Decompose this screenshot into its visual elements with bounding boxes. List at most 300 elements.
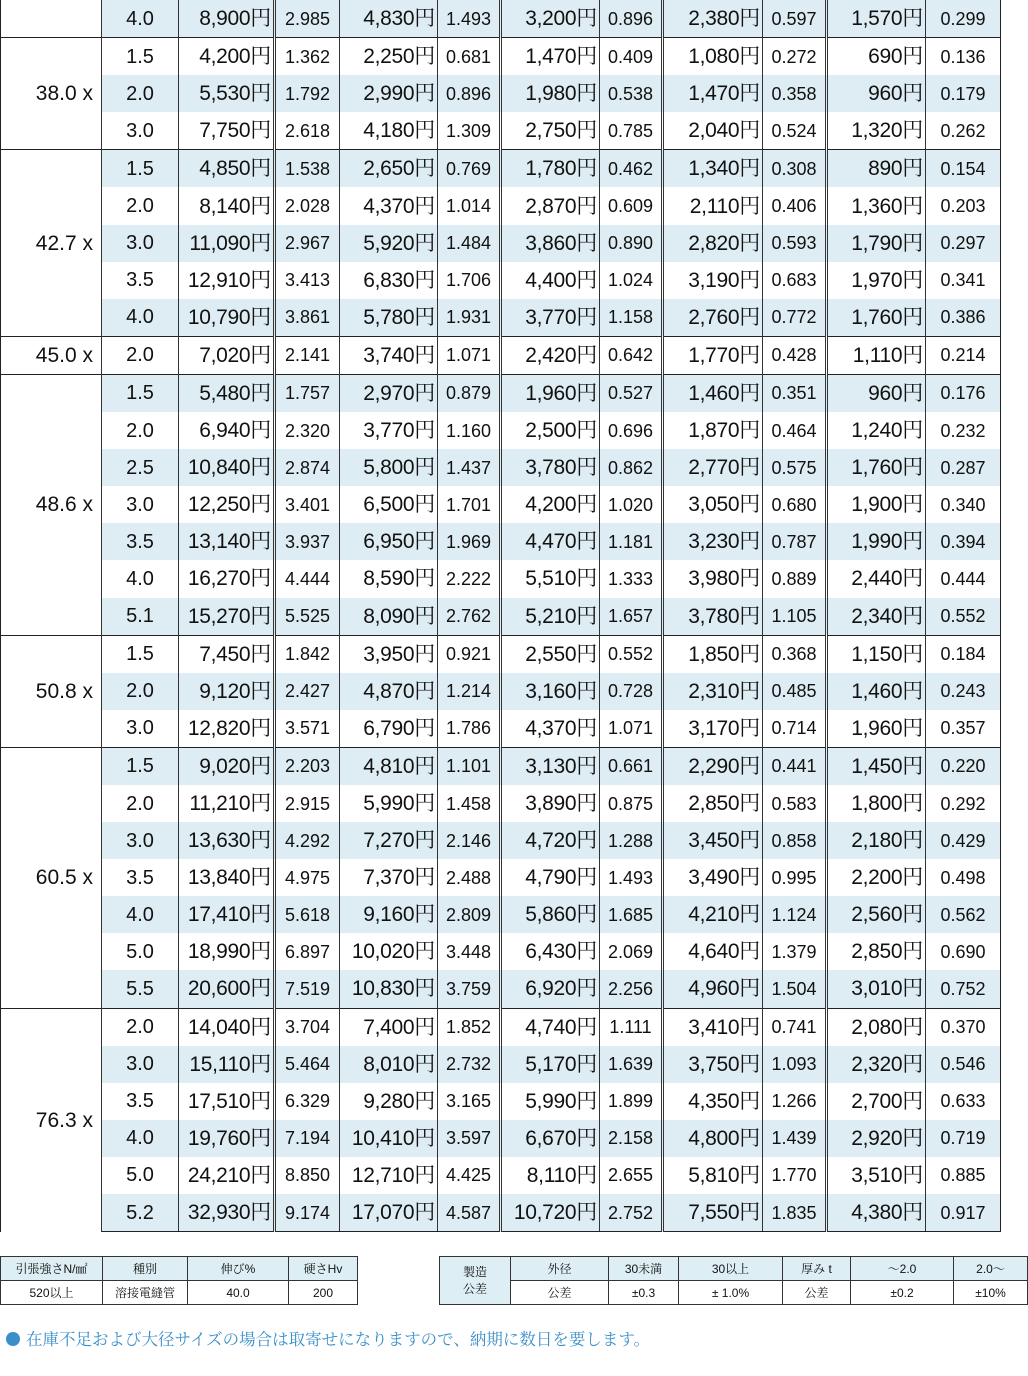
thickness-cell: 5.1 (102, 598, 179, 636)
price-5-cell: 1,760円 (827, 449, 926, 486)
thickness-cell: 2.0 (102, 336, 179, 374)
price-3-cell: 6,430円 (501, 933, 600, 970)
price-4-cell: 1,870円 (663, 412, 763, 449)
thickness-cell: 3.5 (102, 1083, 179, 1120)
outer-diameter-cell: 76.3 x (1, 1008, 102, 1232)
table-row (1, 374, 1001, 412)
weight-2-cell: 1.071 (438, 336, 501, 374)
weight-3-cell: 0.785 (600, 112, 663, 150)
weight-1-cell: 2.618 (275, 112, 340, 150)
weight-2-cell: 0.896 (438, 75, 501, 112)
price-1-cell: 9,020円 (179, 747, 275, 785)
weight-3-cell: 1.333 (600, 560, 663, 597)
weight-1-cell: 4.444 (275, 560, 340, 597)
thickness-cell: 4.0 (102, 896, 179, 933)
weight-5-cell: 0.297 (926, 225, 1001, 262)
weight-1-cell: 6.897 (275, 933, 340, 970)
table-row (1, 1008, 1001, 1046)
table-row (1, 225, 1001, 262)
price-1-cell: 7,750円 (179, 112, 275, 150)
table-row (1, 1120, 1001, 1157)
weight-5-cell: 0.394 (926, 523, 1001, 560)
weight-3-cell: 1.024 (600, 262, 663, 299)
price-5-cell: 1,570円 (827, 0, 926, 38)
price-1-cell: 20,600円 (179, 970, 275, 1008)
price-2-cell: 3,950円 (340, 635, 438, 673)
weight-2-cell: 1.160 (438, 412, 501, 449)
weight-4-cell: 0.575 (763, 449, 827, 486)
thickness-cell: 1.5 (102, 150, 179, 188)
weight-5-cell: 0.429 (926, 822, 1001, 859)
price-4-cell: 3,230円 (663, 523, 763, 560)
price-2-cell: 10,830円 (340, 970, 438, 1008)
price-3-cell: 5,170円 (501, 1046, 600, 1083)
mfg-label-line2: 公差 (462, 1281, 487, 1296)
price-5-cell: 1,800円 (827, 785, 926, 822)
thickness-cell: 2.0 (102, 1008, 179, 1046)
price-4-cell: 1,460円 (663, 374, 763, 412)
weight-5-cell: 0.370 (926, 1008, 1001, 1046)
weight-5-cell: 0.292 (926, 785, 1001, 822)
weight-2-cell: 1.214 (438, 673, 501, 710)
weight-1-cell: 2.320 (275, 412, 340, 449)
table-row (1, 970, 1001, 1008)
weight-4-cell: 0.683 (763, 262, 827, 299)
price-3-cell: 2,870円 (501, 187, 600, 224)
price-5-cell: 2,180円 (827, 822, 926, 859)
spec-value-type: 溶接電縫管 (103, 1281, 188, 1305)
price-1-cell: 12,820円 (179, 710, 275, 748)
mfg-label-line1: 製造 (462, 1264, 487, 1279)
price-5-cell: 1,110円 (827, 336, 926, 374)
price-3-cell: 3,860円 (501, 225, 600, 262)
spec-header-hardness: 硬さHv (289, 1257, 358, 1281)
weight-4-cell: 0.741 (763, 1008, 827, 1046)
price-1-cell: 8,140円 (179, 187, 275, 224)
price-3-cell: 3,200円 (501, 0, 600, 38)
price-3-cell: 5,210円 (501, 598, 600, 636)
weight-4-cell: 0.308 (763, 150, 827, 188)
price-3-cell: 5,510円 (501, 560, 600, 597)
weight-3-cell: 1.657 (600, 598, 663, 636)
price-2-cell: 6,500円 (340, 486, 438, 523)
tol-header-over30: 30以上 (679, 1257, 783, 1281)
thickness-cell: 3.5 (102, 859, 179, 896)
weight-3-cell: 0.661 (600, 747, 663, 785)
price-3-cell: 8,110円 (501, 1157, 600, 1194)
weight-4-cell: 0.593 (763, 225, 827, 262)
weight-3-cell: 0.696 (600, 412, 663, 449)
thickness-cell: 1.5 (102, 747, 179, 785)
price-1-cell: 7,450円 (179, 635, 275, 673)
weight-1-cell: 6.329 (275, 1083, 340, 1120)
table-row (1, 0, 1001, 38)
price-3-cell: 4,200円 (501, 486, 600, 523)
tol-header-upto2: 〜2.0 (851, 1257, 954, 1281)
price-3-cell: 2,420円 (501, 336, 600, 374)
price-1-cell: 13,840円 (179, 859, 275, 896)
price-1-cell: 13,630円 (179, 822, 275, 859)
weight-4-cell: 0.995 (763, 859, 827, 896)
weight-3-cell: 0.609 (600, 187, 663, 224)
price-1-cell: 32,930円 (179, 1194, 275, 1232)
weight-1-cell: 1.362 (275, 38, 340, 76)
thickness-cell: 5.5 (102, 970, 179, 1008)
price-2-cell: 9,160円 (340, 896, 438, 933)
price-3-cell: 1,780円 (501, 150, 600, 188)
price-5-cell: 2,920円 (827, 1120, 926, 1157)
outer-diameter-cell: 38.0 x (1, 38, 102, 150)
price-2-cell: 6,830円 (340, 262, 438, 299)
weight-4-cell: 1.439 (763, 1120, 827, 1157)
thickness-cell: 5.0 (102, 1157, 179, 1194)
price-2-cell: 17,070円 (340, 1194, 438, 1232)
spec-value-elongation: 40.0 (188, 1281, 289, 1305)
thickness-cell: 1.5 (102, 38, 179, 76)
outer-diameter-cell: 50.8 x (1, 635, 102, 747)
price-4-cell: 1,080円 (663, 38, 763, 76)
price-1-cell: 14,040円 (179, 1008, 275, 1046)
price-1-cell: 17,510円 (179, 1083, 275, 1120)
price-5-cell: 1,960円 (827, 710, 926, 748)
weight-1-cell: 1.792 (275, 75, 340, 112)
weight-1-cell: 4.975 (275, 859, 340, 896)
weight-3-cell: 2.069 (600, 933, 663, 970)
price-1-cell: 5,530円 (179, 75, 275, 112)
price-2-cell: 12,710円 (340, 1157, 438, 1194)
price-2-cell: 6,790円 (340, 710, 438, 748)
weight-2-cell: 3.165 (438, 1083, 501, 1120)
weight-1-cell: 3.401 (275, 486, 340, 523)
weight-2-cell: 4.587 (438, 1194, 501, 1232)
price-3-cell: 6,670円 (501, 1120, 600, 1157)
weight-4-cell: 0.464 (763, 412, 827, 449)
price-1-cell: 16,270円 (179, 560, 275, 597)
thickness-cell: 1.5 (102, 635, 179, 673)
weight-5-cell: 0.633 (926, 1083, 1001, 1120)
weight-1-cell: 2.874 (275, 449, 340, 486)
weight-2-cell: 1.931 (438, 299, 501, 337)
table-row (1, 336, 1001, 374)
outer-diameter-cell (1, 0, 102, 38)
spec-header-elongation: 伸び% (188, 1257, 289, 1281)
price-1-cell: 4,200円 (179, 38, 275, 76)
price-5-cell: 2,320円 (827, 1046, 926, 1083)
price-5-cell: 2,440円 (827, 560, 926, 597)
price-4-cell: 3,980円 (663, 560, 763, 597)
price-2-cell: 4,870円 (340, 673, 438, 710)
weight-4-cell: 0.680 (763, 486, 827, 523)
price-2-cell: 9,280円 (340, 1083, 438, 1120)
thickness-cell: 3.0 (102, 112, 179, 150)
price-4-cell: 7,550円 (663, 1194, 763, 1232)
table-row (1, 710, 1001, 748)
price-4-cell: 2,770円 (663, 449, 763, 486)
tol-header-under30: 30未満 (609, 1257, 679, 1281)
weight-4-cell: 0.428 (763, 336, 827, 374)
price-4-cell: 2,760円 (663, 299, 763, 337)
price-1-cell: 13,140円 (179, 523, 275, 560)
price-5-cell: 2,560円 (827, 896, 926, 933)
thickness-cell: 3.5 (102, 523, 179, 560)
thickness-cell: 4.0 (102, 299, 179, 337)
weight-3-cell: 0.462 (600, 150, 663, 188)
weight-4-cell: 1.770 (763, 1157, 827, 1194)
table-row (1, 785, 1001, 822)
weight-2-cell: 1.786 (438, 710, 501, 748)
weight-3-cell: 0.896 (600, 0, 663, 38)
weight-1-cell: 4.292 (275, 822, 340, 859)
weight-5-cell: 0.546 (926, 1046, 1001, 1083)
price-4-cell: 5,810円 (663, 1157, 763, 1194)
weight-4-cell: 0.583 (763, 785, 827, 822)
price-3-cell: 4,400円 (501, 262, 600, 299)
price-4-cell: 2,310円 (663, 673, 763, 710)
weight-2-cell: 1.493 (438, 0, 501, 38)
weight-3-cell: 2.655 (600, 1157, 663, 1194)
price-4-cell: 3,170円 (663, 710, 763, 748)
weight-5-cell: 0.232 (926, 412, 1001, 449)
weight-5-cell: 0.136 (926, 38, 1001, 76)
thickness-cell: 5.0 (102, 933, 179, 970)
price-1-cell: 6,940円 (179, 412, 275, 449)
weight-2-cell: 3.597 (438, 1120, 501, 1157)
price-4-cell: 1,850円 (663, 635, 763, 673)
price-2-cell: 5,800円 (340, 449, 438, 486)
thickness-cell: 4.0 (102, 0, 179, 38)
weight-5-cell: 0.184 (926, 635, 1001, 673)
material-spec-table (0, 1256, 358, 1305)
weight-4-cell: 0.858 (763, 822, 827, 859)
price-1-cell: 11,210円 (179, 785, 275, 822)
price-3-cell: 10,720円 (501, 1194, 600, 1232)
weight-3-cell: 0.642 (600, 336, 663, 374)
weight-3-cell: 1.685 (600, 896, 663, 933)
weight-1-cell: 2.427 (275, 673, 340, 710)
price-4-cell: 2,110円 (663, 187, 763, 224)
price-1-cell: 11,090円 (179, 225, 275, 262)
weight-1-cell: 3.861 (275, 299, 340, 337)
price-4-cell: 4,800円 (663, 1120, 763, 1157)
weight-3-cell: 1.158 (600, 299, 663, 337)
price-5-cell: 4,380円 (827, 1194, 926, 1232)
tol-value-over2: ±10% (954, 1281, 1028, 1305)
weight-3-cell: 2.256 (600, 970, 663, 1008)
weight-3-cell: 0.890 (600, 225, 663, 262)
price-3-cell: 4,370円 (501, 710, 600, 748)
table-row (1, 486, 1001, 523)
weight-4-cell: 1.504 (763, 970, 827, 1008)
price-3-cell: 3,770円 (501, 299, 600, 337)
table-row (1, 75, 1001, 112)
price-2-cell: 4,810円 (340, 747, 438, 785)
weight-2-cell: 1.309 (438, 112, 501, 150)
price-3-cell: 4,740円 (501, 1008, 600, 1046)
weight-1-cell: 8.850 (275, 1157, 340, 1194)
price-4-cell: 3,050円 (663, 486, 763, 523)
price-2-cell: 4,370円 (340, 187, 438, 224)
weight-3-cell: 0.538 (600, 75, 663, 112)
weight-2-cell: 4.425 (438, 1157, 501, 1194)
weight-3-cell: 1.493 (600, 859, 663, 896)
weight-2-cell: 2.222 (438, 560, 501, 597)
weight-1-cell: 2.203 (275, 747, 340, 785)
price-1-cell: 12,250円 (179, 486, 275, 523)
price-5-cell: 1,240円 (827, 412, 926, 449)
weight-2-cell: 1.437 (438, 449, 501, 486)
price-2-cell: 5,920円 (340, 225, 438, 262)
weight-1-cell: 2.141 (275, 336, 340, 374)
table-row (1, 262, 1001, 299)
price-1-cell: 10,840円 (179, 449, 275, 486)
weight-5-cell: 0.690 (926, 933, 1001, 970)
weight-1-cell: 9.174 (275, 1194, 340, 1232)
bullet-icon (6, 1332, 20, 1346)
weight-2-cell: 0.921 (438, 635, 501, 673)
price-5-cell: 690円 (827, 38, 926, 76)
price-5-cell: 2,080円 (827, 1008, 926, 1046)
thickness-cell: 3.0 (102, 710, 179, 748)
price-1-cell: 17,410円 (179, 896, 275, 933)
price-2-cell: 3,740円 (340, 336, 438, 374)
table-row (1, 299, 1001, 337)
price-1-cell: 5,480円 (179, 374, 275, 412)
outer-diameter-cell: 45.0 x (1, 336, 102, 374)
weight-2-cell: 1.969 (438, 523, 501, 560)
price-3-cell: 4,470円 (501, 523, 600, 560)
weight-1-cell: 2.967 (275, 225, 340, 262)
weight-4-cell: 0.597 (763, 0, 827, 38)
weight-4-cell: 1.379 (763, 933, 827, 970)
price-2-cell: 7,270円 (340, 822, 438, 859)
thickness-cell: 2.0 (102, 412, 179, 449)
price-1-cell: 9,120円 (179, 673, 275, 710)
weight-4-cell: 0.889 (763, 560, 827, 597)
price-2-cell: 3,770円 (340, 412, 438, 449)
price-5-cell: 1,990円 (827, 523, 926, 560)
weight-5-cell: 0.154 (926, 150, 1001, 188)
table-row (1, 1083, 1001, 1120)
stock-notice-text: 在庫不足および大径サイズの場合は取寄せになりますので、納期に数日を要します。 (26, 1330, 651, 1349)
price-3-cell: 1,960円 (501, 374, 600, 412)
weight-2-cell: 1.852 (438, 1008, 501, 1046)
table-row (1, 598, 1001, 636)
weight-2-cell: 3.759 (438, 970, 501, 1008)
price-5-cell: 3,510円 (827, 1157, 926, 1194)
price-3-cell: 6,920円 (501, 970, 600, 1008)
weight-5-cell: 0.552 (926, 598, 1001, 636)
weight-3-cell: 1.899 (600, 1083, 663, 1120)
weight-1-cell: 1.757 (275, 374, 340, 412)
price-5-cell: 2,200円 (827, 859, 926, 896)
price-4-cell: 1,340円 (663, 150, 763, 188)
price-5-cell: 890円 (827, 150, 926, 188)
price-3-cell: 5,860円 (501, 896, 600, 933)
weight-3-cell: 0.862 (600, 449, 663, 486)
weight-3-cell: 0.875 (600, 785, 663, 822)
tol-header-od: 外径 (511, 1257, 609, 1281)
price-3-cell: 3,160円 (501, 673, 600, 710)
weight-2-cell: 1.706 (438, 262, 501, 299)
weight-5-cell: 0.176 (926, 374, 1001, 412)
weight-3-cell: 1.020 (600, 486, 663, 523)
table-row (1, 822, 1001, 859)
tol-value-upto2: ±0.2 (851, 1281, 954, 1305)
weight-2-cell: 1.458 (438, 785, 501, 822)
thickness-cell: 2.0 (102, 673, 179, 710)
price-2-cell: 10,410円 (340, 1120, 438, 1157)
price-3-cell: 2,500円 (501, 412, 600, 449)
price-4-cell: 3,490円 (663, 859, 763, 896)
weight-3-cell: 0.728 (600, 673, 663, 710)
table-row (1, 859, 1001, 896)
price-2-cell: 6,950円 (340, 523, 438, 560)
weight-5-cell: 0.179 (926, 75, 1001, 112)
price-1-cell: 18,990円 (179, 933, 275, 970)
weight-3-cell: 0.527 (600, 374, 663, 412)
weight-4-cell: 1.105 (763, 598, 827, 636)
weight-5-cell: 0.220 (926, 747, 1001, 785)
price-3-cell: 3,130円 (501, 747, 600, 785)
price-1-cell: 7,020円 (179, 336, 275, 374)
price-4-cell: 2,290円 (663, 747, 763, 785)
weight-1-cell: 1.842 (275, 635, 340, 673)
weight-5-cell: 0.214 (926, 336, 1001, 374)
price-2-cell: 4,180円 (340, 112, 438, 150)
price-4-cell: 4,960円 (663, 970, 763, 1008)
price-2-cell: 2,250円 (340, 38, 438, 76)
outer-diameter-cell: 42.7 x (1, 150, 102, 336)
price-4-cell: 3,410円 (663, 1008, 763, 1046)
thickness-cell: 1.5 (102, 374, 179, 412)
weight-5-cell: 0.885 (926, 1157, 1001, 1194)
weight-5-cell: 0.203 (926, 187, 1001, 224)
price-4-cell: 3,750円 (663, 1046, 763, 1083)
price-3-cell: 4,790円 (501, 859, 600, 896)
price-5-cell: 1,970円 (827, 262, 926, 299)
weight-3-cell: 0.552 (600, 635, 663, 673)
weight-3-cell: 2.158 (600, 1120, 663, 1157)
weight-3-cell: 2.752 (600, 1194, 663, 1232)
price-4-cell: 4,640円 (663, 933, 763, 970)
price-2-cell: 4,830円 (340, 0, 438, 38)
price-2-cell: 5,990円 (340, 785, 438, 822)
price-4-cell: 3,450円 (663, 822, 763, 859)
weight-4-cell: 0.524 (763, 112, 827, 150)
weight-5-cell: 0.340 (926, 486, 1001, 523)
spec-header-type: 種別 (103, 1257, 188, 1281)
table-row (1, 523, 1001, 560)
price-4-cell: 1,770円 (663, 336, 763, 374)
thickness-cell: 2.0 (102, 187, 179, 224)
weight-5-cell: 0.357 (926, 710, 1001, 748)
price-5-cell: 960円 (827, 374, 926, 412)
table-row (1, 896, 1001, 933)
spec-header-tensile: 引張強さN/㎟ (1, 1257, 103, 1281)
price-5-cell: 1,790円 (827, 225, 926, 262)
thickness-cell: 3.0 (102, 1046, 179, 1083)
weight-2-cell: 3.448 (438, 933, 501, 970)
price-5-cell: 1,150円 (827, 635, 926, 673)
weight-1-cell: 3.571 (275, 710, 340, 748)
weight-1-cell: 2.985 (275, 0, 340, 38)
spec-value-tensile: 520以上 (1, 1281, 103, 1305)
weight-5-cell: 0.562 (926, 896, 1001, 933)
table-row (1, 933, 1001, 970)
price-1-cell: 19,760円 (179, 1120, 275, 1157)
weight-5-cell: 0.341 (926, 262, 1001, 299)
weight-2-cell: 2.146 (438, 822, 501, 859)
